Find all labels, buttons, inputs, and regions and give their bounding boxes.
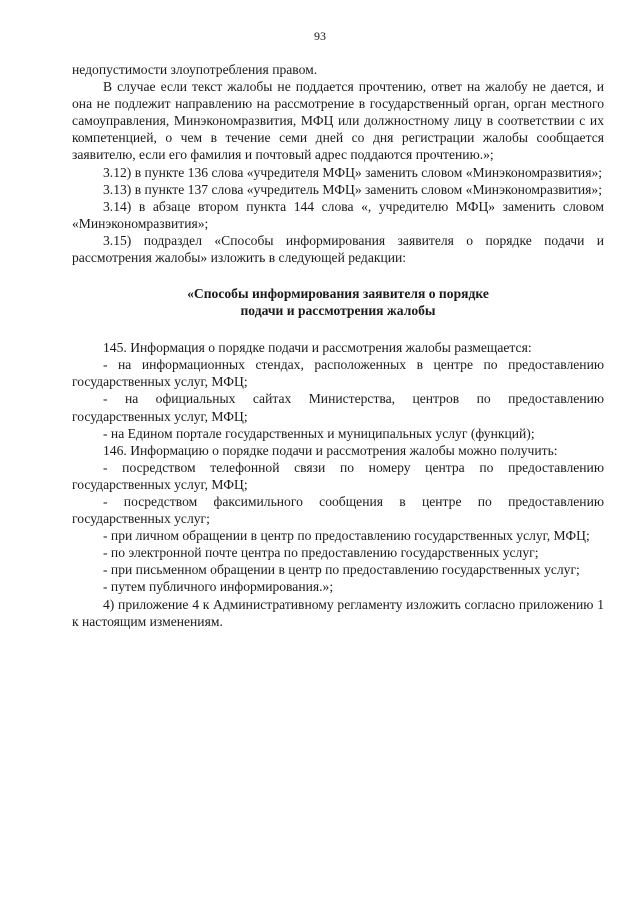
paragraph: В случае если текст жалобы не поддается прочтению, ответ на жалобу не дается, и она не подлежит направлению на рассмотрение в государственный орган, орган местного самоуправления, Минэкономразвития, МФЦ или должностному лицу в соответствии с их компетенцией, о чем в течение семи дней со дня регистрации жалобы сообщается заявителю, если его фамилия и почтовый адрес поддаются прочтению.»; <box>72 79 604 163</box>
paragraph: 3.15) подраздел «Способы информирования заявителя о порядке подачи и рассмотрения жалобы» изложить в следующей редакции: <box>72 232 604 266</box>
list-item: - посредством телефонной связи по номеру центра по предоставлению государственных услуг, МФЦ; <box>72 459 604 492</box>
list-item: - путем публичного информирования.»; <box>103 579 334 595</box>
document-body <box>72 61 604 630</box>
paragraph: недопустимости злоупотребления правом. <box>72 62 318 77</box>
list-item: - при личном обращении в центр по предоставлению государственных услуг, МФЦ; <box>103 528 590 544</box>
list-item: - на информационных стендах, расположенных в центре по предоставлению государственных услуг, МФЦ; <box>72 357 604 390</box>
list-item: 145. Информация о порядке подачи и рассмотрения жалобы размещается: <box>103 340 532 356</box>
list-item: 4) приложение 4 к Административному регламенту изложить согласно приложению 1 к настоящим изменениям. <box>72 596 604 629</box>
section-heading-line: «Способы информирования заявителя о порядке <box>187 286 489 302</box>
page-number: 93 <box>314 29 326 43</box>
list-item: - на официальных сайтах Министерства, центров по предоставлению государственных услуг, МФЦ; <box>72 391 604 424</box>
list-item: - на Едином портале государственных и муниципальных услуг (функций); <box>103 425 535 441</box>
section-heading-line: подачи и рассмотрения жалобы <box>240 303 436 319</box>
list-item: - при письменном обращении в центр по предоставлению государственных услуг; <box>103 562 580 578</box>
paragraph: 3.13) в пункте 137 слова «учредитель МФЦ» заменить словом «Минэкономразвития»; <box>103 181 602 197</box>
section-heading <box>72 285 604 319</box>
list-item: - посредством факсимильного сообщения в центре по предоставлению государственных услуг; <box>72 493 604 527</box>
paragraph: 3.14) в абзаце втором пункта 144 слова «, учредителю МФЦ» заменить словом «Минэкономразвития»; <box>72 198 604 231</box>
list-item: 146. Информацию о порядке подачи и рассмотрения жалобы можно получить: <box>103 442 558 458</box>
list-item: - по электронной почте центра по предоставлению государственных услуг; <box>103 545 539 561</box>
paragraph: 3.12) в пункте 136 слова «учредителя МФЦ» заменить словом «Минэкономразвития»; <box>103 164 603 180</box>
